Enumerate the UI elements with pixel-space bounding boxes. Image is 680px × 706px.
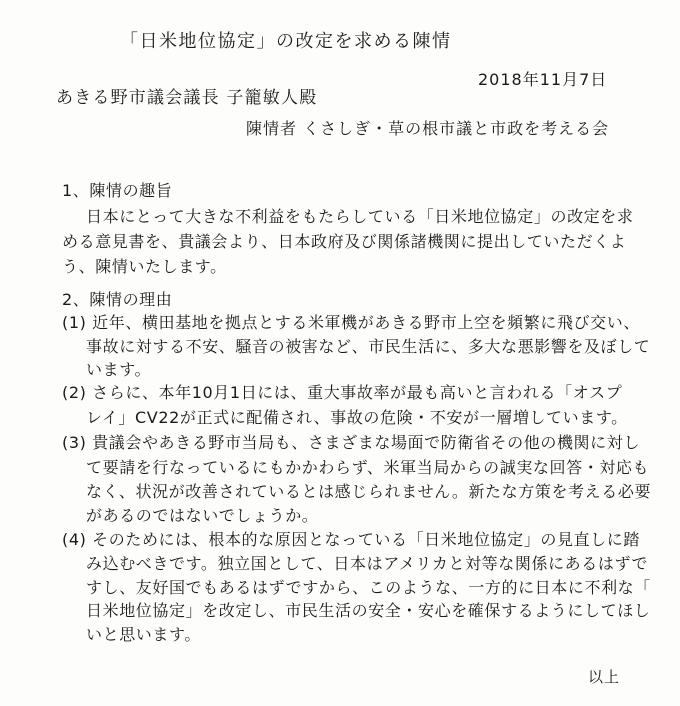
reason-item-4-line: すし、友好国でもあるはずですから、このような、一方的に日本に不利な「 [86, 578, 651, 597]
addressee: あきる野市議会議長 子籠敏人殿 [56, 88, 318, 108]
reason-item-4-line: み込むべきです。独立国として、日本はアメリカと対等な関係にあるはずで [86, 554, 649, 573]
closing-mark: 以上 [588, 668, 621, 686]
section-1-line: う、陳情いたします。 [62, 257, 227, 276]
reason-item-1-line: (1) 近年、横田基地を拠点とする米軍機があきる野市上空を頻繁に飛び交い、 [62, 313, 640, 332]
reason-item-2-line: レイ」CV22が正式に配備され、事故の危険・不安が一層増しています。 [86, 408, 628, 427]
reason-item-3-line: なく、状況が改善されているとは感じられません。新たな方策を考える必要 [86, 482, 652, 501]
reason-item-3-line: があるのではないでしょうか。 [86, 506, 319, 525]
reason-item-1-line: 事故に対する不安、騒音の被害など、市民生活に、多大な悪影響を及ぼして [86, 337, 651, 356]
section-1-heading: 1、陳情の趣旨 [62, 181, 173, 200]
section-1-line: める意見書を、貴議会より、日本政府及び関係諸機関に提出していただくよ [62, 232, 627, 251]
document-date: 2018年11月7日 [478, 70, 608, 89]
section-2-heading: 2、陳情の理由 [62, 290, 173, 309]
reason-item-4-line: いと思います。 [86, 625, 201, 644]
reason-item-4-line: 日米地位協定」を改定し、市民生活の安全・安心を確保するようにしてほし [86, 601, 651, 620]
reason-item-3-line: (3) 貴議会やあきる野市当局も、さまざまな場面で防衛省その他の機関に対し [62, 433, 640, 452]
reason-item-2-line: (2) さらに、本年10月1日には、重大事故率が最も高いと言われる「オスプ [62, 383, 623, 402]
petitioner: 陳情者 くさしぎ・草の根市議と市政を考える会 [246, 119, 610, 138]
reason-item-3-line: て要請を行なっているにもかかわらず、米軍当局からの誠実な回答・対応も [86, 458, 650, 477]
document-title: 「日米地位協定」の改定を求める陳情 [120, 31, 452, 52]
reason-item-4-line: (4) そのためには、根本的な原因となっている「日米地位協定」の見直しに踏 [62, 530, 640, 549]
section-1-line: 日本にとって大きな不利益をもたらしている「日米地位協定」の改定を求 [86, 207, 634, 226]
reason-item-1-line: います。 [86, 360, 152, 379]
